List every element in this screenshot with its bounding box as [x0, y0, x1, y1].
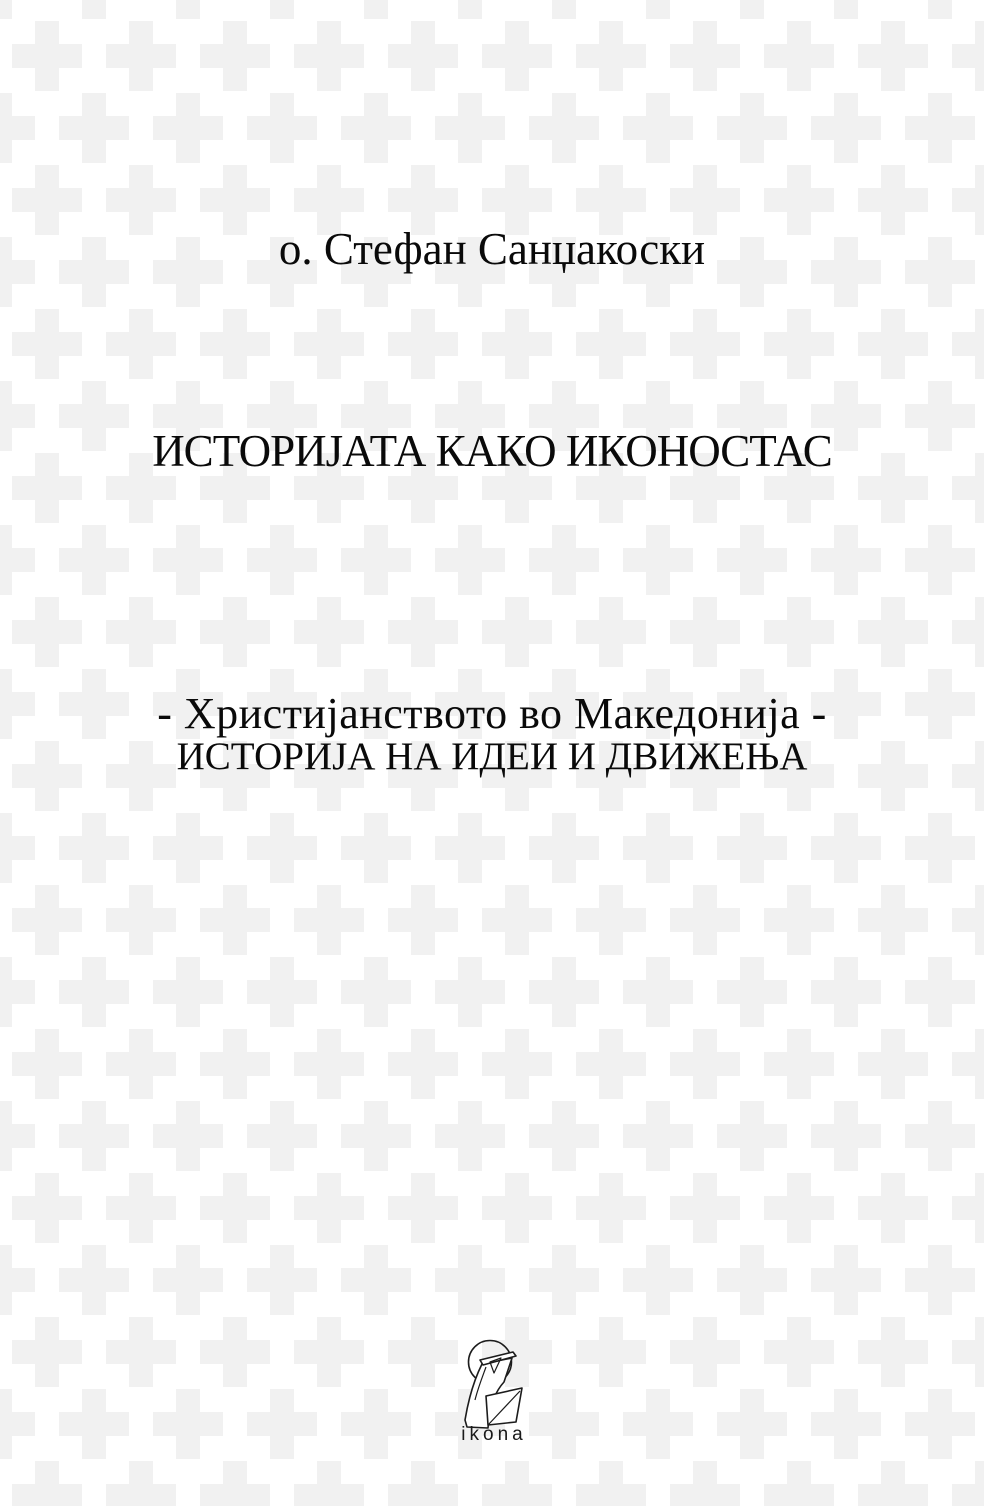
book-title: ИСТОРИЈАТА КАКО ИКОНОСТАС	[152, 426, 832, 476]
subtitle-line-2: ИСТОРИЈА НА ИДЕИ И ДВИЖЕЊА	[176, 735, 808, 778]
publisher-logo	[442, 1334, 542, 1445]
author-name: о. Стефан Санџакоски	[278, 224, 706, 274]
subtitle-block	[0, 689, 984, 778]
ikona-logo-icon	[442, 1334, 542, 1430]
subtitle-line-1: - Христијанството во Македонија -	[157, 689, 827, 738]
publisher-name: ikona	[461, 1424, 527, 1445]
